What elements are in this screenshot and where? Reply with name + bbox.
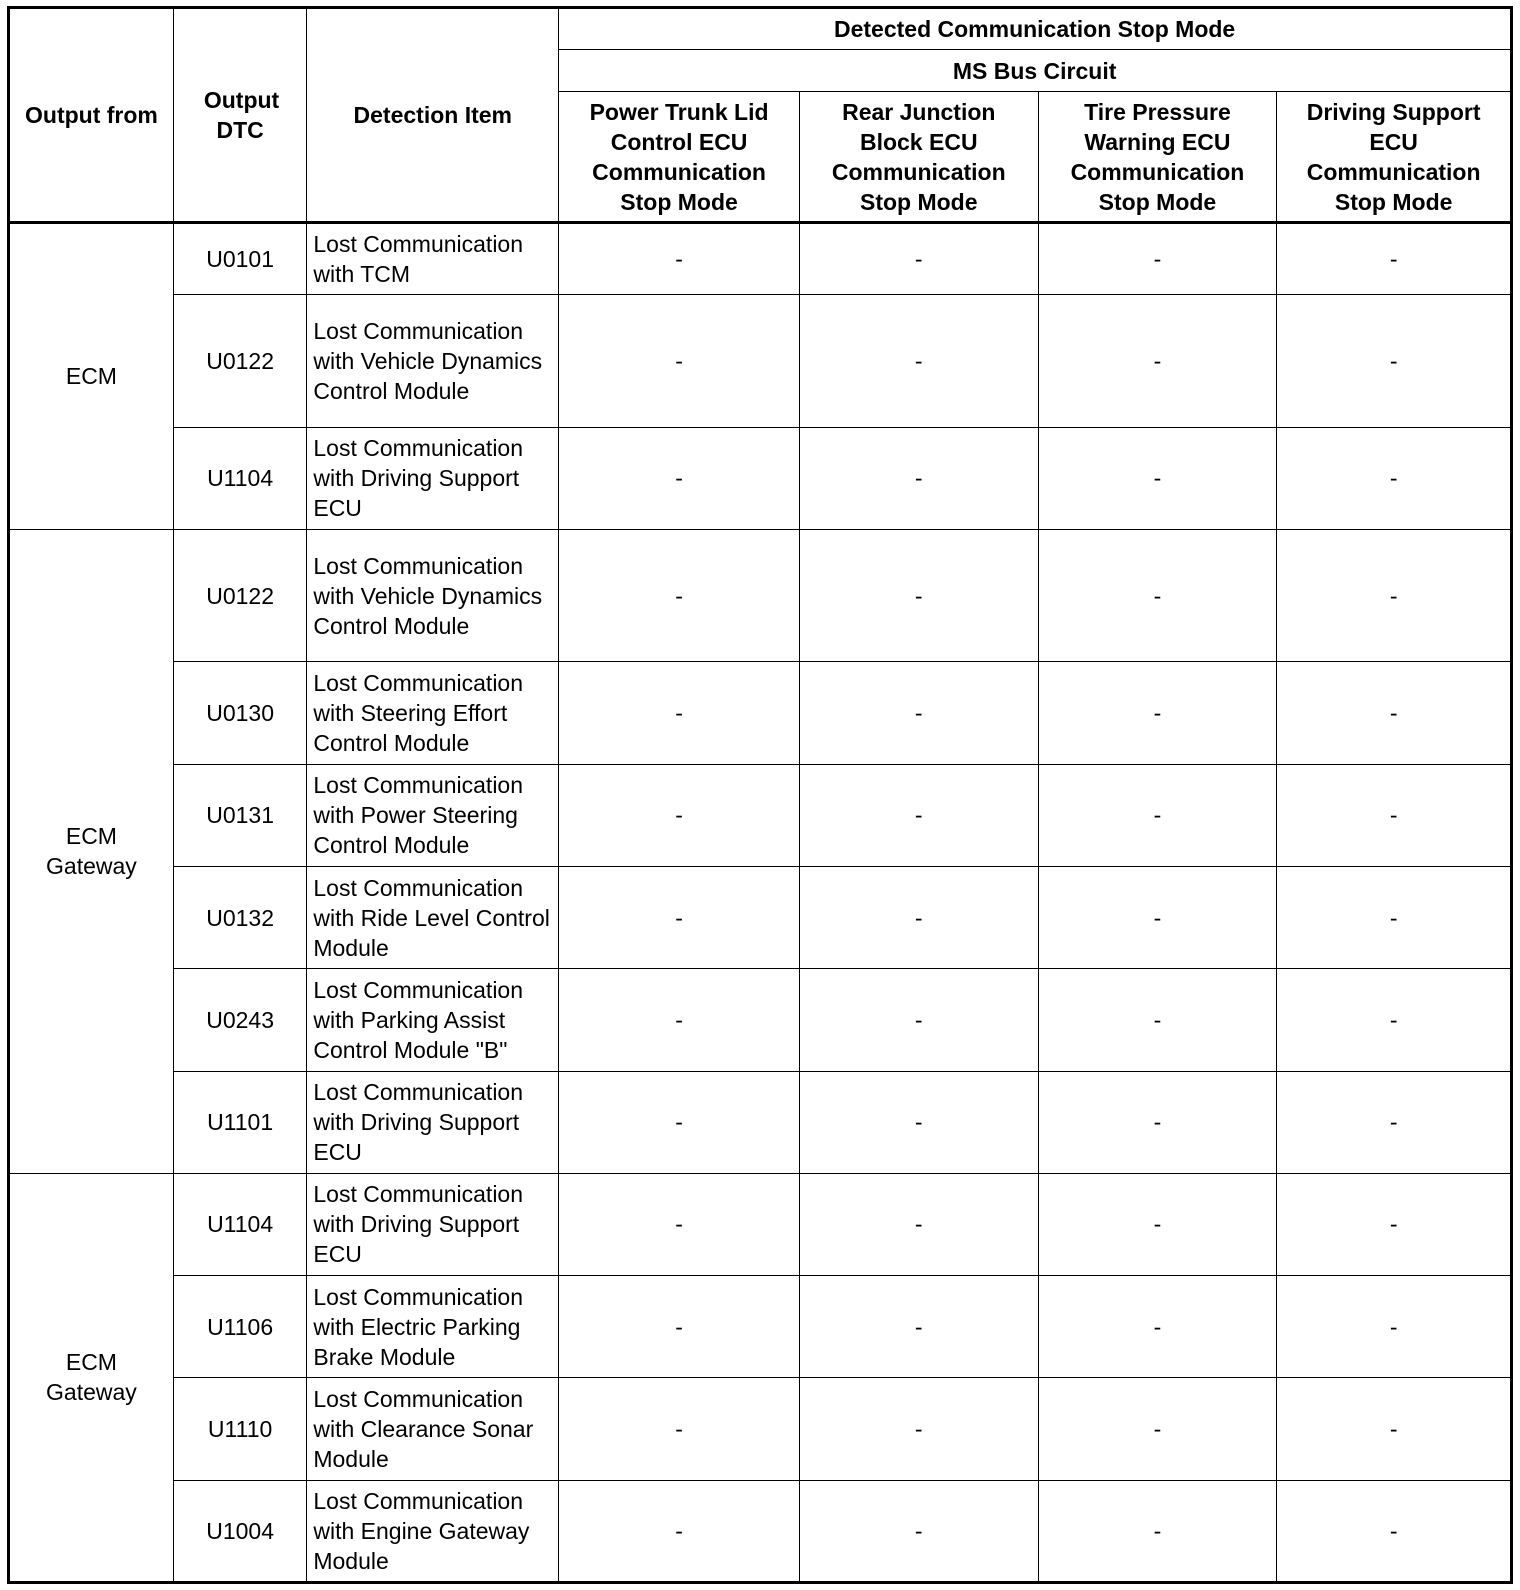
table-body — [9, 223, 1512, 1583]
table-row — [9, 764, 1512, 866]
mode-value-cell: - — [1038, 223, 1277, 295]
mode-value-cell: - — [1038, 662, 1277, 764]
mode-value-cell: - — [799, 867, 1038, 969]
mode-value-cell: - — [1277, 529, 1512, 662]
mode-value-cell: - — [799, 294, 1038, 427]
mode-value-cell: - — [559, 764, 800, 866]
mode-value-cell: - — [799, 969, 1038, 1071]
mode-value-cell: - — [1038, 1276, 1277, 1378]
dtc-code-cell: U1104 — [173, 427, 307, 529]
table-row — [9, 1071, 1512, 1173]
table-row — [9, 223, 1512, 295]
mode-value-cell: - — [1038, 764, 1277, 866]
mode-value-cell: - — [559, 1276, 800, 1378]
mode-value-cell: - — [799, 1276, 1038, 1378]
mode-value-cell: - — [1038, 1173, 1277, 1275]
table-row — [9, 1276, 1512, 1378]
mode-value-cell: - — [1038, 427, 1277, 529]
detection-item-cell: Lost Communication with Engine Gateway Module — [307, 1480, 559, 1582]
table-row — [9, 1173, 1512, 1275]
mode-value-cell: - — [799, 223, 1038, 295]
header-col-tire-pressure: Tire Pressure Warning ECU Communication Stop Mode — [1038, 92, 1277, 223]
mode-value-cell: - — [1277, 1276, 1512, 1378]
dtc-table — [7, 6, 1513, 1584]
table-row — [9, 1378, 1512, 1480]
mode-value-cell: - — [559, 867, 800, 969]
dtc-code-cell: U1104 — [173, 1173, 307, 1275]
header-detected-mode: Detected Communication Stop Mode — [559, 8, 1512, 50]
mode-value-cell: - — [1277, 1071, 1512, 1173]
mode-value-cell: - — [1038, 1480, 1277, 1582]
dtc-code-cell: U0243 — [173, 969, 307, 1071]
detection-item-cell: Lost Communication with Driving Support ECU — [307, 427, 559, 529]
mode-value-cell: - — [1277, 1480, 1512, 1582]
header-col-rear-junction: Rear Junction Block ECU Communication Stop Mode — [799, 92, 1038, 223]
mode-value-cell: - — [799, 1071, 1038, 1173]
mode-value-cell: - — [559, 1480, 800, 1582]
detection-item-cell: Lost Communication with Parking Assist Control Module "B" — [307, 969, 559, 1071]
mode-value-cell: - — [559, 662, 800, 764]
mode-value-cell: - — [799, 427, 1038, 529]
dtc-code-cell: U1110 — [173, 1378, 307, 1480]
mode-value-cell: - — [1038, 1378, 1277, 1480]
dtc-code-cell: U0131 — [173, 764, 307, 866]
detection-item-cell: Lost Communication with Electric Parking Brake Module — [307, 1276, 559, 1378]
detection-item-cell: Lost Communication with Vehicle Dynamics Control Module — [307, 529, 559, 662]
header-col-driving-support: Driving Support ECU Communication Stop Mode — [1277, 92, 1512, 223]
mode-value-cell: - — [1277, 662, 1512, 764]
header-output-from: Output from — [9, 8, 174, 223]
mode-value-cell: - — [1277, 764, 1512, 866]
mode-value-cell: - — [1277, 1378, 1512, 1480]
dtc-code-cell: U1106 — [173, 1276, 307, 1378]
mode-value-cell: - — [1277, 1173, 1512, 1275]
table-row — [9, 662, 1512, 764]
mode-value-cell: - — [559, 1071, 800, 1173]
mode-value-cell: - — [1038, 1071, 1277, 1173]
detection-item-cell: Lost Communication with Ride Level Control Module — [307, 867, 559, 969]
detection-item-cell: Lost Communication with TCM — [307, 223, 559, 295]
mode-value-cell: - — [559, 1378, 800, 1480]
header-col-power-trunk: Power Trunk Lid Control ECU Communication Stop Mode — [559, 92, 800, 223]
table-row — [9, 969, 1512, 1071]
mode-value-cell: - — [1277, 294, 1512, 427]
detection-item-cell: Lost Communication with Clearance Sonar Module — [307, 1378, 559, 1480]
mode-value-cell: - — [799, 1173, 1038, 1275]
table-row — [9, 427, 1512, 529]
header-ms-bus: MS Bus Circuit — [559, 50, 1512, 92]
mode-value-cell: - — [1038, 867, 1277, 969]
detection-item-cell: Lost Communication with Driving Support ECU — [307, 1173, 559, 1275]
detection-item-cell: Lost Communication with Driving Support ECU — [307, 1071, 559, 1173]
mode-value-cell: - — [799, 529, 1038, 662]
mode-value-cell: - — [559, 1173, 800, 1275]
dtc-code-cell: U0122 — [173, 294, 307, 427]
output-from-cell: ECM Gateway — [9, 529, 174, 1173]
dtc-code-cell: U1004 — [173, 1480, 307, 1582]
dtc-code-cell: U1101 — [173, 1071, 307, 1173]
mode-value-cell: - — [1277, 867, 1512, 969]
header-output-dtc: Output DTC — [173, 8, 307, 223]
mode-value-cell: - — [559, 969, 800, 1071]
table-row — [9, 294, 1512, 427]
table-row — [9, 867, 1512, 969]
dtc-code-cell: U0122 — [173, 529, 307, 662]
mode-value-cell: - — [799, 662, 1038, 764]
mode-value-cell: - — [799, 764, 1038, 866]
mode-value-cell: - — [559, 529, 800, 662]
mode-value-cell: - — [559, 294, 800, 427]
mode-value-cell: - — [799, 1378, 1038, 1480]
output-from-cell: ECM Gateway — [9, 1173, 174, 1582]
table-row — [9, 1480, 1512, 1582]
dtc-code-cell: U0101 — [173, 223, 307, 295]
mode-value-cell: - — [1038, 969, 1277, 1071]
mode-value-cell: - — [1277, 223, 1512, 295]
detection-item-cell: Lost Communication with Power Steering Control Module — [307, 764, 559, 866]
mode-value-cell: - — [1038, 529, 1277, 662]
detection-item-cell: Lost Communication with Vehicle Dynamics Control Module — [307, 294, 559, 427]
dtc-code-cell: U0132 — [173, 867, 307, 969]
mode-value-cell: - — [1277, 969, 1512, 1071]
detection-item-cell: Lost Communication with Steering Effort Control Module — [307, 662, 559, 764]
mode-value-cell: - — [559, 223, 800, 295]
mode-value-cell: - — [1277, 427, 1512, 529]
table-row — [9, 529, 1512, 662]
mode-value-cell: - — [799, 1480, 1038, 1582]
dtc-code-cell: U0130 — [173, 662, 307, 764]
mode-value-cell: - — [559, 427, 800, 529]
output-from-cell: ECM — [9, 223, 174, 530]
header-detection-item: Detection Item — [307, 8, 559, 223]
mode-value-cell: - — [1038, 294, 1277, 427]
